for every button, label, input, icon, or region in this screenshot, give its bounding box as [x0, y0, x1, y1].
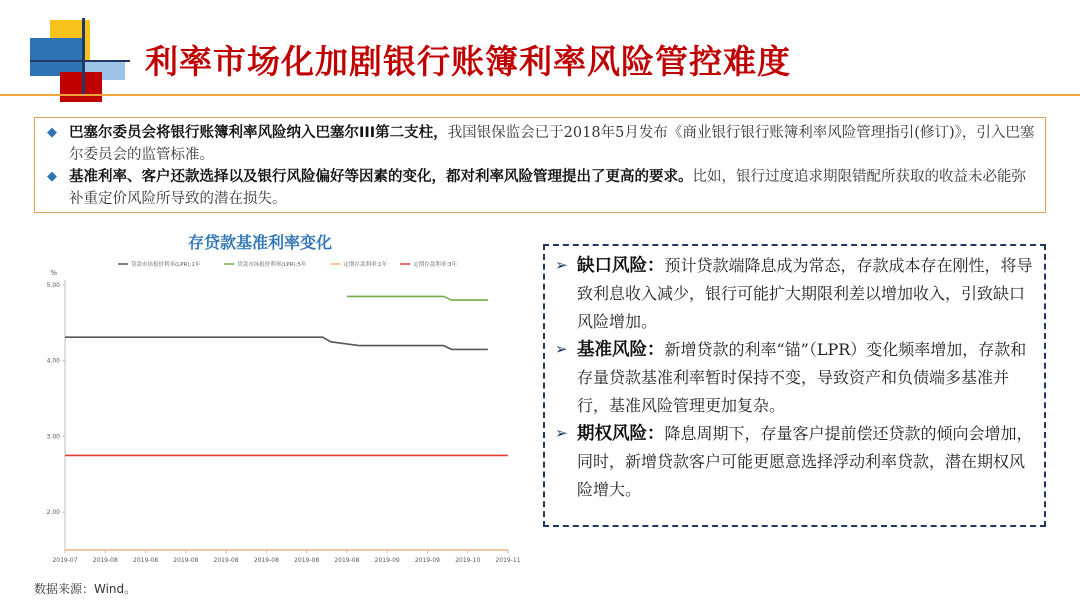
header-decor-horizontal-bar — [30, 60, 130, 62]
x-tick-label: 2019-10 — [455, 557, 481, 564]
risk-description: 预计贷款端降息成为常态，存款成本存在刚性，将导致利息收入减少，银行可能扩大期限利差以增加收入，引致缺口风险增加。 — [577, 256, 1033, 331]
x-tick-label: 2019-11 — [495, 557, 521, 564]
rate-chart-svg — [30, 250, 530, 570]
x-tick-label: 2019-08 — [133, 557, 159, 564]
risk-name: 基准风险： — [577, 340, 665, 360]
risk-name: 缺口风险： — [577, 256, 665, 276]
legend-label: 定期存款利率:1年 — [343, 262, 388, 268]
legend-label: 贷款市场报价利率(LPR):5年 — [237, 262, 307, 268]
diamond-bullet-icon: ◆ — [47, 169, 57, 184]
intro-body-text: 我国银保监会已于2018年5月发布《商业银行银行账簿利率风险管理指引(修订)》，引入巴塞尔委员会的监管标准。 — [69, 125, 1035, 163]
risk-name: 期权风险： — [577, 424, 665, 444]
header-decor-blue-square — [30, 38, 85, 76]
header-decor-red-square — [60, 72, 102, 102]
diamond-bullet-icon: ◆ — [47, 125, 57, 140]
y-tick-label: 2.00 — [46, 509, 60, 517]
x-tick-label: 2019-08 — [334, 557, 360, 564]
risk-box — [543, 244, 1046, 527]
chart-title: 存贷款基准利率变化 — [187, 233, 332, 252]
y-tick-label: 4.00 — [46, 357, 60, 365]
risk-description: 降息周期下，存量客户提前偿还贷款的倾向会增加，同时，新增贷款客户可能更愿意选择浮动利率贷款，潜在期权风险增大。 — [577, 424, 1033, 499]
risk-item-basis — [555, 336, 1034, 420]
header-decor-vertical-bar — [82, 18, 85, 96]
risk-item-gap — [555, 252, 1034, 336]
data-source-note: 数据来源：Wind。 — [34, 582, 137, 596]
page-title: 利率市场化加剧银行账簿利率风险管控难度 — [145, 42, 791, 81]
risk-description: 新增贷款的利率“锚”（LPR）变化频率增加，存款和存量贷款基准利率暂时保持不变，导致资产和负债端多基准并行，基准风险管理更加复杂。 — [577, 340, 1027, 415]
arrow-bullet-icon: ➢ — [555, 424, 568, 442]
intro-box — [34, 117, 1046, 213]
risk-item-option — [555, 420, 1034, 504]
x-tick-label: 2019-09 — [374, 557, 400, 564]
x-tick-label: 2019-08 — [253, 557, 279, 564]
rate-chart — [30, 250, 530, 570]
series-line — [65, 337, 488, 349]
intro-bold-text: 巴塞尔委员会将银行账簿利率风险纳入巴塞尔III第二支柱， — [69, 125, 448, 141]
intro-item — [43, 166, 1037, 210]
legend-label: 定期存款利率:3年 — [413, 262, 458, 268]
y-tick-label: 3.00 — [46, 433, 60, 441]
legend-label: 贷款市场报价利率(LPR):1年 — [131, 262, 201, 268]
x-tick-label: 2019-08 — [92, 557, 118, 564]
x-tick-label: 2019-09 — [414, 557, 440, 564]
x-tick-label: 2019-08 — [294, 557, 320, 564]
intro-item — [43, 122, 1037, 166]
intro-body-text: 比如，银行过度追求期限错配所获取的收益未必能弥补重定价风险所导致的潜在损失。 — [69, 169, 1026, 207]
x-tick-label: 2019-08 — [213, 557, 239, 564]
series-line — [347, 296, 488, 300]
x-tick-label: 2019-08 — [173, 557, 199, 564]
arrow-bullet-icon: ➢ — [555, 256, 568, 274]
x-tick-label: 2019-07 — [52, 557, 78, 564]
header-divider — [0, 94, 1080, 96]
y-tick-label: 5.00 — [46, 282, 60, 289]
intro-bold-text: 基准利率、客户还款选择以及银行风险偏好等因素的变化，都对利率风险管理提出了更高的要求。 — [69, 169, 693, 185]
arrow-bullet-icon: ➢ — [555, 340, 568, 358]
y-axis-unit-label: % — [50, 269, 57, 277]
